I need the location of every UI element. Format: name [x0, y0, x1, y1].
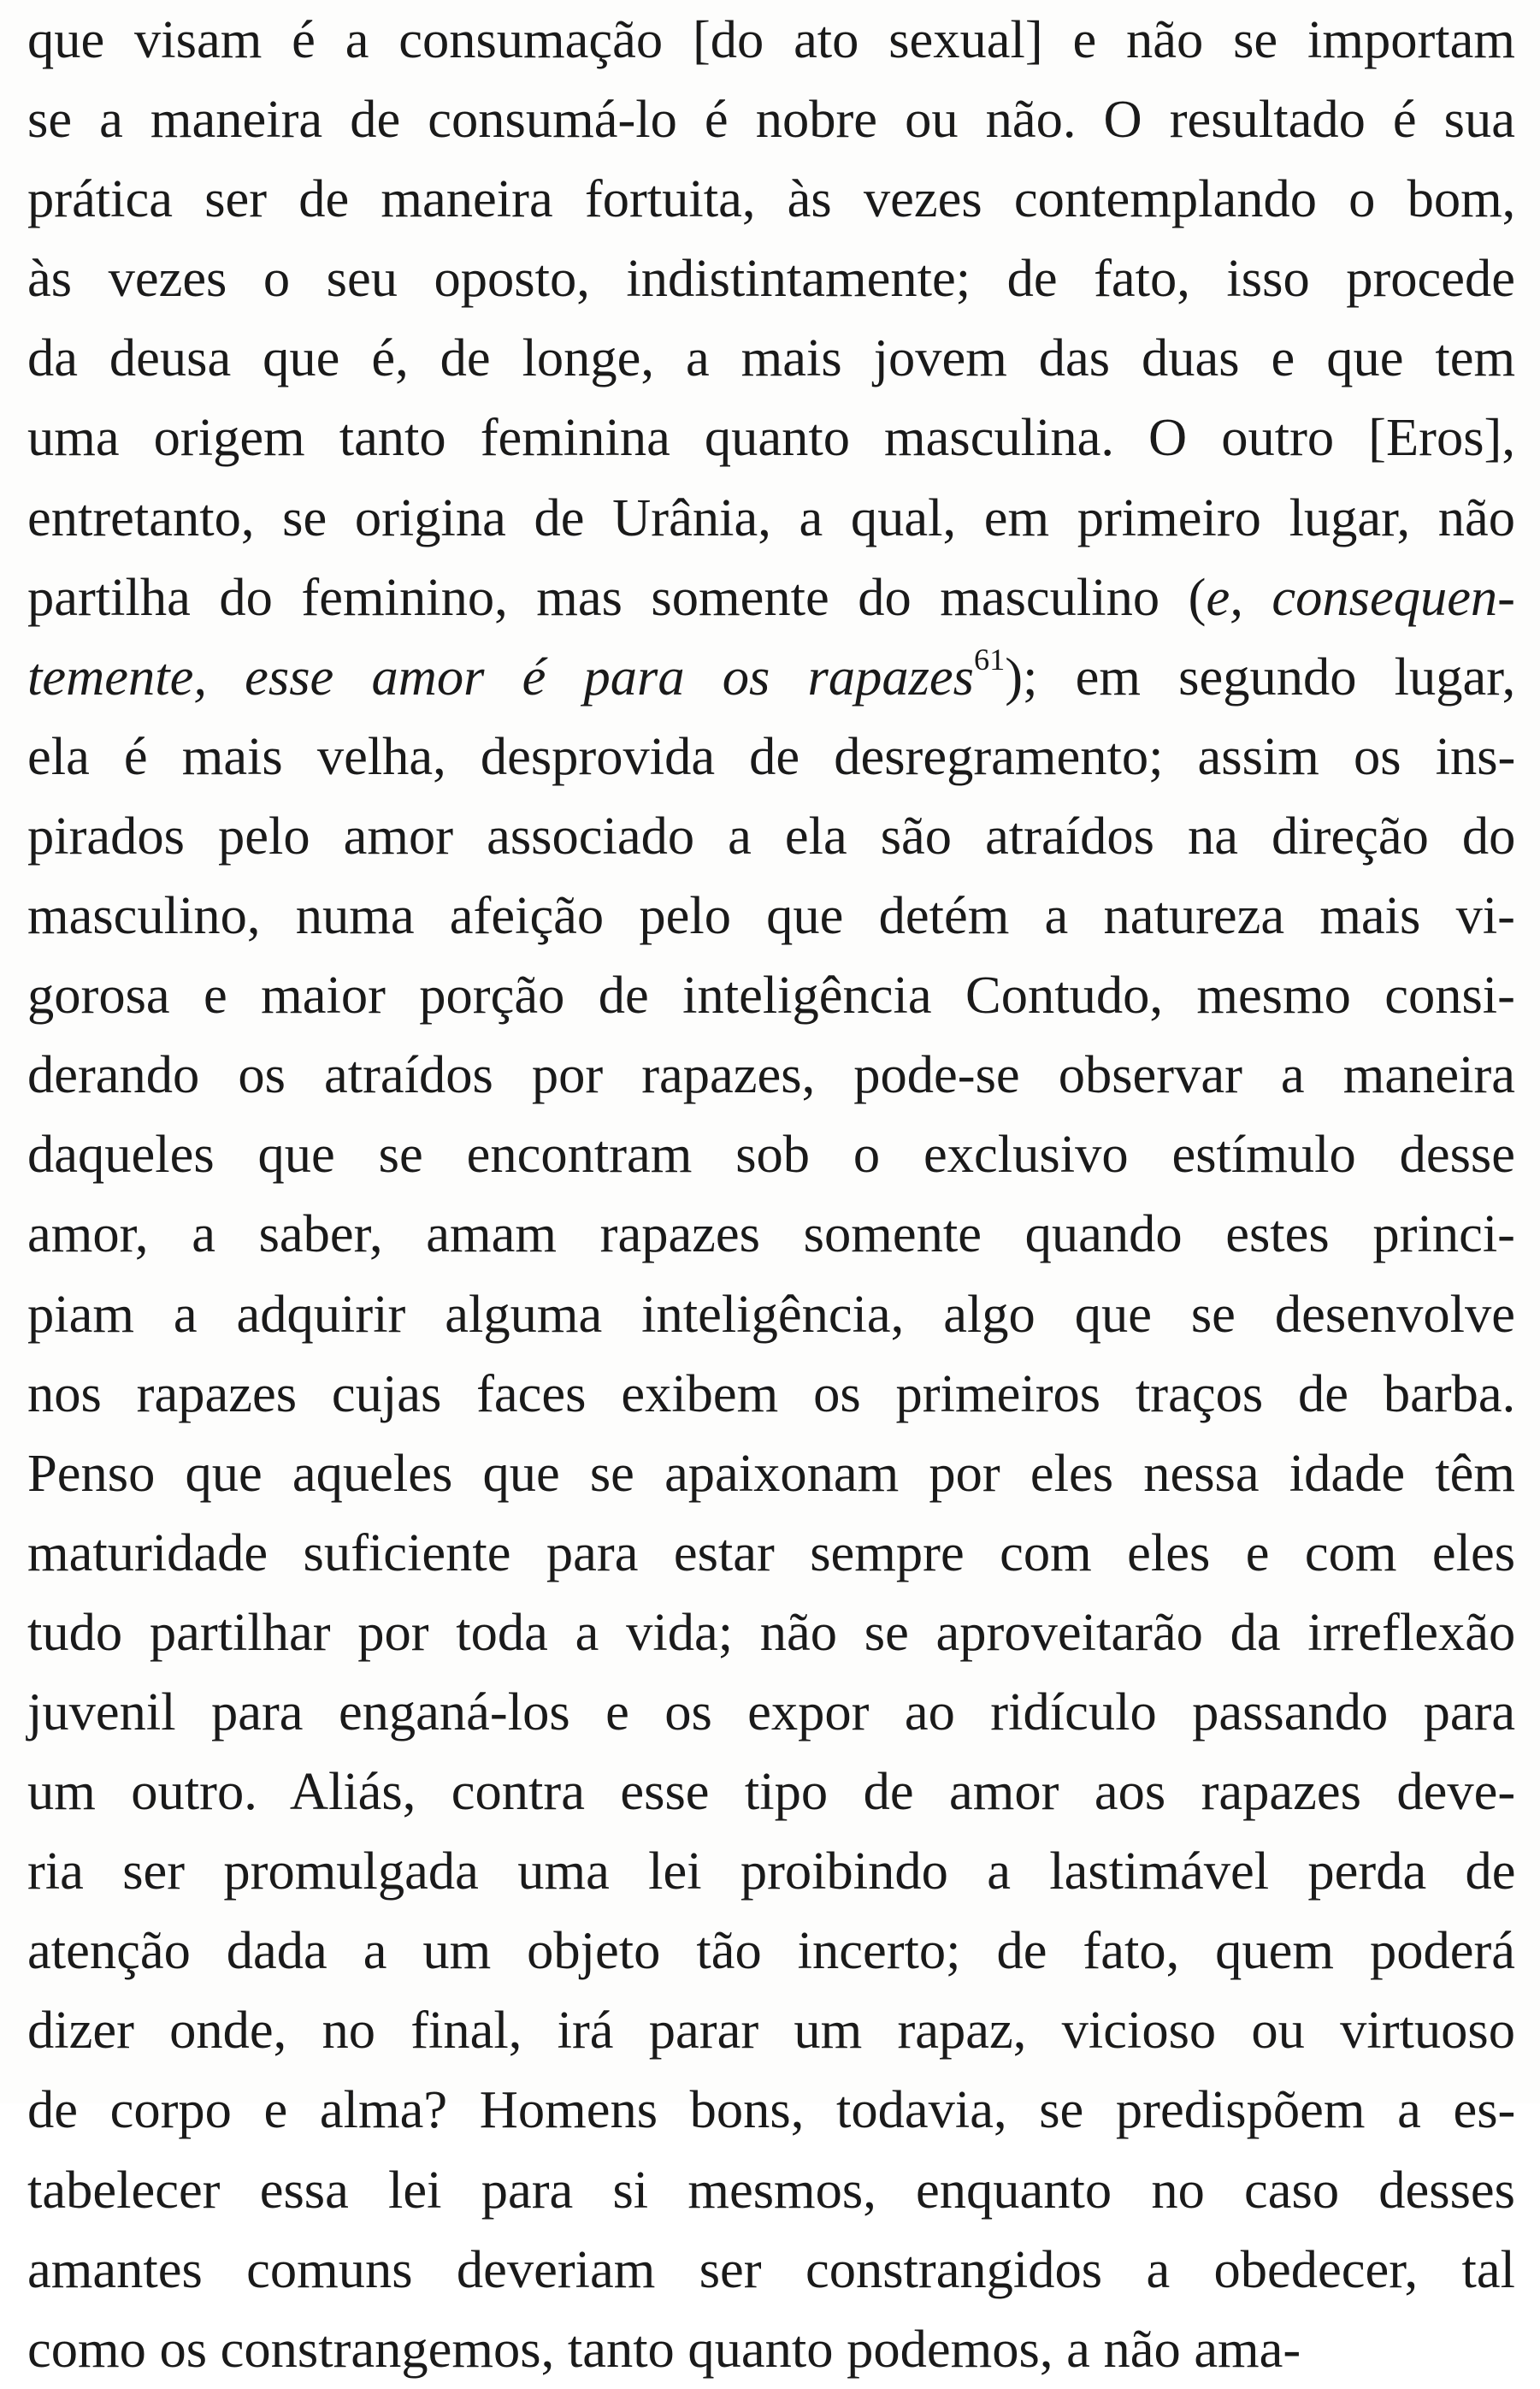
text-line: daqueles que se encontram sob o exclusivo estímulo desse — [27, 1124, 1515, 1185]
text-line: gorosa e maior porção de inteligência Contudo, mesmo consi- — [27, 965, 1515, 1026]
text-line: tudo partilhar por toda a vida; não se aproveitarão da irreflexão — [27, 1601, 1516, 1662]
text-line: de corpo e alma? Homens bons, todavia, se predispõem a es- — [27, 2079, 1516, 2140]
text-line: se a maneira de consumá-lo é nobre ou não. O resultado é sua — [27, 89, 1515, 150]
text-line: masculino, numa afeição pelo que detém a natureza mais vi- — [27, 885, 1515, 946]
text-line: maturidade suficiente para estar sempre com eles e com eles — [27, 1522, 1516, 1582]
text-line: uma origem tanto feminina quanto masculina. O outro [Eros], — [27, 407, 1515, 468]
text-line: atenção dada a um objeto tão incerto; de fato, quem poderá — [27, 1920, 1515, 1981]
text-line: amor, a saber, amam rapazes somente quando estes princi- — [27, 1203, 1515, 1264]
text-line — [27, 558, 1515, 637]
text-line: um outro. Aliás, contra esse tipo de amor aos rapazes deve- — [27, 1761, 1516, 1822]
text-segment: partilha do feminino, mas somente do masculino ( — [27, 566, 1207, 627]
text-line: pirados pelo amor associado a ela são atraídos na direção do — [27, 805, 1516, 866]
text-line: ria ser promulgada uma lei proibindo a lastimável perda de — [27, 1841, 1516, 1901]
text-line: nos rapazes cujas faces exibem os primeiros traços de barba. — [27, 1363, 1516, 1423]
text-line: ela é mais velha, desprovida de desregramento; assim os ins- — [27, 725, 1516, 786]
text-line: prática ser de maneira fortuita, às vezes contemplando o bom, — [27, 169, 1516, 229]
text-line: como os constrangemos, tanto quanto podemos, a não ama- — [27, 2318, 1301, 2379]
footnote-marker: 61 — [974, 642, 1006, 677]
text-line: derando os atraídos por rapazes, pode-se observar a maneira — [27, 1044, 1515, 1105]
italic-text: e, consequen- — [1206, 566, 1515, 627]
text-line: tabelecer essa lei para si mesmos, enquanto no caso desses — [27, 2159, 1515, 2220]
text-line: às vezes o seu oposto, indistintamente; de fato, isso procede — [27, 248, 1515, 309]
body-text — [27, 0, 1515, 2389]
text-line: dizer onde, no final, irá parar um rapaz, vicioso ou virtuoso — [27, 2000, 1515, 2061]
text-line: Penso que aqueles que se apaixonam por eles nessa idade têm — [27, 1442, 1515, 1503]
text-segment: ); em segundo lugar, — [1005, 646, 1516, 707]
text-line — [27, 637, 1515, 717]
text-line: amantes comuns deveriam ser constrangidos a obedecer, tal — [27, 2238, 1515, 2299]
text-line: entretanto, se origina de Urânia, a qual, em primeiro lugar, não — [27, 487, 1515, 547]
text-line: piam a adquirir alguma inteligência, algo que se desenvolve — [27, 1283, 1515, 1344]
text-line: que visam é a consumação [do ato sexual] e não se importam — [27, 9, 1515, 69]
italic-text: temente, esse amor é para os rapazes — [27, 646, 974, 707]
text-line: juvenil para enganá-los e os expor ao ridículo passando para — [27, 1681, 1516, 1741]
text-line: da deusa que é, de longe, a mais jovem das duas e que tem — [27, 328, 1516, 388]
